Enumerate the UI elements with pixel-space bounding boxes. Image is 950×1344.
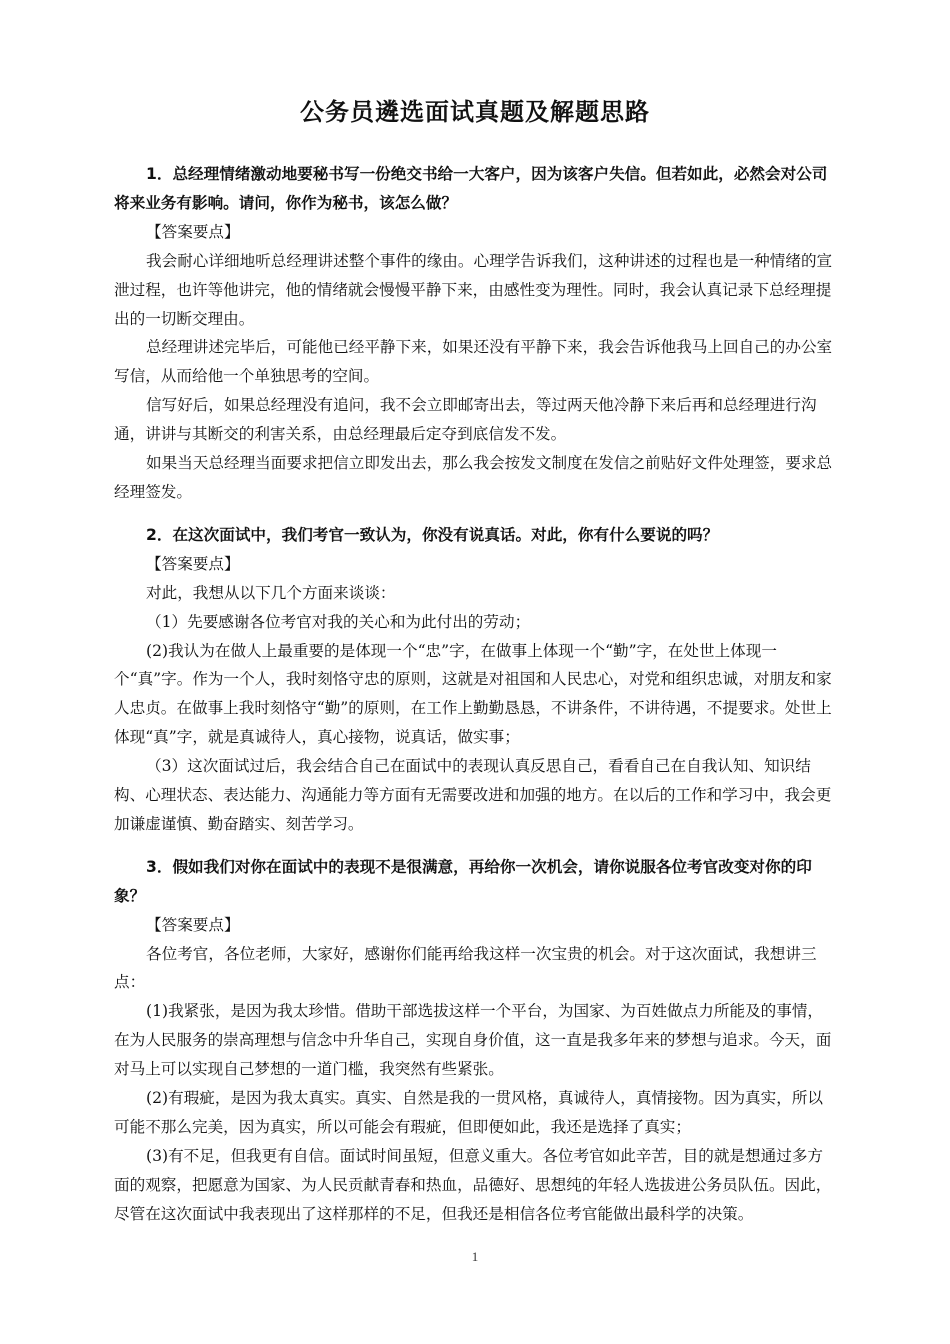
- question-text: 1．总经理情绪激动地要秘书写一份绝交书给一大客户，因为该客户失信。但若如此，必然会对公司将来业务有影响。请问，你作为秘书，该怎么做？: [114, 165, 828, 212]
- answer-paragraph: 各位考官，各位老师，大家好，感谢你们能再给我这样一次宝贵的机会。对于这次面试，我想讲三点：: [114, 944, 817, 992]
- answer-paragraph: （3）这次面试过后，我会结合自己在面试中的表现认真反思自己，看看自己在自我认知、知识结构、心理状态、表达能力、沟通能力等方面有无需要改进和加强的地方。在以后的工作和学习中，我会更加谦虚谨慎、勤奋踏实、刻苦学习。: [114, 757, 832, 833]
- question-block: [114, 160, 838, 507]
- question-text: 2．在这次面试中，我们考官一致认为，你没有说真话。对此，你有什么要说的吗？: [146, 525, 719, 544]
- answer-paragraph: （1）先要感谢各位考官对我的关心和为此付出的劳动；: [146, 612, 531, 631]
- answer-key-label: 【答案要点】: [146, 222, 240, 241]
- question-block: [114, 521, 838, 839]
- document-body: [114, 160, 838, 1229]
- answer-paragraph: 我会耐心详细地听总经理讲述整个事件的缘由。心理学告诉我们，这种讲述的过程也是一种情绪的宣泄过程，也许等他讲完，他的情绪就会慢慢平静下来，由感性变为理性。同时，我会认真记录下总经理提出的一切断交理由。: [114, 251, 833, 328]
- question-block: [114, 853, 838, 1229]
- page-number: 1: [471, 1249, 479, 1264]
- document-title: 公务员遴选面试真题及解题思路: [300, 98, 650, 126]
- answer-paragraph: (2)有瑕疵，是因为我太真实。真实、自然是我的一贯风格，真诚待人，真情接物。因为真实，所以可能不那么完美，因为真实，所以可能会有瑕疵，但即便如此，我还是选择了真实；: [114, 1089, 824, 1136]
- answer-paragraph: 如果当天总经理当面要求把信立即发出去，那么我会按发文制度在发信之前贴好文件处理签，要求总经理签发。: [114, 454, 833, 501]
- answer-paragraph: 总经理讲述完毕后，可能他已经平静下来，如果还没有平静下来，我会告诉他我马上回自己的办公室写信，从而给他一个单独思考的空间。: [114, 338, 833, 386]
- answer-paragraph: (1)我紧张，是因为我太珍惜。借助干部选拔这样一个平台，为国家、为百姓做点力所能及的事情，在为人民服务的崇高理想与信念中升华自己，实现自身价值，这一直是我多年来的梦想与追求。今天，面对马上可以实现自己梦想的一道门槛，我突然有些紧张。: [114, 1002, 832, 1079]
- question-text: 3．假如我们对你在面试中的表现不是很满意，再给你一次机会，请你说服各位考官改变对你的印象？: [114, 857, 812, 905]
- answer-paragraph: 对此，我想从以下几个方面来谈谈：: [146, 583, 396, 602]
- answer-key-label: 【答案要点】: [146, 915, 240, 934]
- answer-key-label: 【答案要点】: [146, 554, 240, 573]
- answer-paragraph: 信写好后，如果总经理没有追问，我不会立即邮寄出去，等过两天他冷静下来后再和总经理进行沟通，讲讲与其断交的利害关系，由总经理最后定夺到底信发不发。: [114, 396, 817, 444]
- answer-paragraph: (2)我认为在做人上最重要的是体现一个“忠”字，在做事上体现一个“勤”字，在处世上体现一个“真”字。作为一个人，我时刻恪守忠的原则，这就是对祖国和人民忠心，对党和组织忠诚，对朋友和家人忠贞。在做事上我时刻恪守“勤”的原则，在工作上勤勤恳恳，不讲条件，不讲待遇，不提要求。处世上体现“真”字，就是真诚待人，真心接物，说真话，做实事；: [114, 641, 832, 747]
- answer-paragraph: (3)有不足，但我更有自信。面试时间虽短，但意义重大。各位考官如此辛苦，目的就是想通过多方面的观察，把愿意为国家、为人民贡献青春和热血，品德好、思想纯的年轻人选拔进公务员队伍。因此，尽管在这次面试中我表现出了这样那样的不足，但我还是相信各位考官能做出最科学的决策。: [114, 1146, 832, 1223]
